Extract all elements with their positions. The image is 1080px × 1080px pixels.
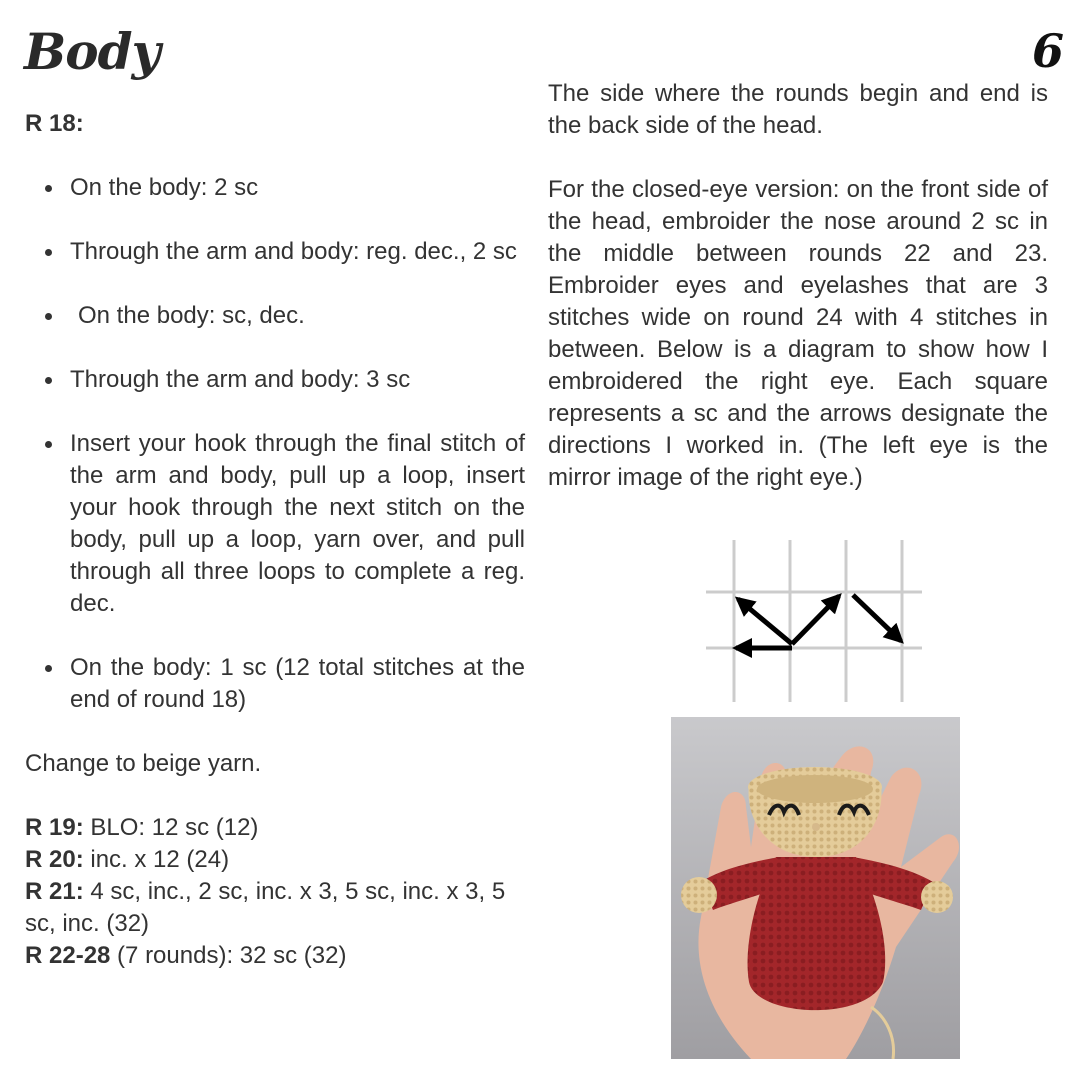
page-title: Body	[24, 22, 160, 81]
list-item: On the body: sc, dec.	[25, 300, 525, 332]
round-18-label: R 18:	[25, 110, 84, 137]
arrow-down-right-icon	[853, 595, 901, 641]
round-text: 4 sc, inc., 2 sc, inc. x 3, 5 sc, inc. x 3, 5 sc, inc. (32)	[25, 878, 506, 937]
round-line	[25, 876, 525, 940]
arrow-up-right-icon	[792, 596, 839, 644]
head-orientation-note: The side where the rounds begin and end is the back side of the head.	[548, 80, 1048, 139]
doll-hand-right	[921, 881, 953, 913]
yarn-change-note: Change to beige yarn.	[25, 750, 262, 777]
right-column	[548, 78, 1048, 494]
rounds-list	[25, 812, 525, 972]
amigurumi-photo	[671, 717, 960, 1059]
arrow-up-left-icon	[738, 599, 792, 644]
page-number: 6	[1032, 24, 1065, 78]
eye-stitch-diagram	[706, 540, 922, 702]
round-line	[25, 940, 525, 972]
list-item: On the body: 2 sc	[25, 172, 525, 204]
nose-icon	[812, 823, 820, 831]
left-column	[25, 108, 525, 972]
doll-hand-left	[681, 877, 717, 913]
round-label: R 22-28	[25, 942, 111, 969]
list-item: On the body: 1 sc (12 total stitches at the end of round 18)	[25, 652, 525, 716]
round-text: inc. x 12 (24)	[83, 846, 230, 873]
round-label: R 21:	[25, 878, 84, 905]
list-item: Insert your hook through the final stitch of the arm and body, pull up a loop, insert your hook through the next stitch on the body, pull up a loop, yarn over, and pull through all three loops to complete a reg. dec.	[25, 428, 525, 620]
list-item: Through the arm and body: reg. dec., 2 sc	[25, 236, 525, 268]
closed-eye-instructions: For the closed-eye version: on the front side of the head, embroider the nose around 2 sc in the middle between rounds 22 and 23. Embroider eyes and eyelashes that are 3 stitches wide on round 24 with 4 stitches in between. Below is a diagram to show how I embroidered the right eye. Each square represents a sc and the arrows designate the directions I worked in. (The left eye is the mirror image of the right eye.)	[548, 176, 1048, 491]
round-label: R 20:	[25, 846, 84, 873]
round-label: R 19:	[25, 814, 84, 841]
round-18-steps	[25, 172, 525, 716]
round-line	[25, 812, 525, 844]
round-line	[25, 844, 525, 876]
round-text: (7 rounds): 32 sc (32)	[110, 942, 347, 969]
round-text: BLO: 12 sc (12)	[83, 814, 259, 841]
list-item: Through the arm and body: 3 sc	[25, 364, 525, 396]
